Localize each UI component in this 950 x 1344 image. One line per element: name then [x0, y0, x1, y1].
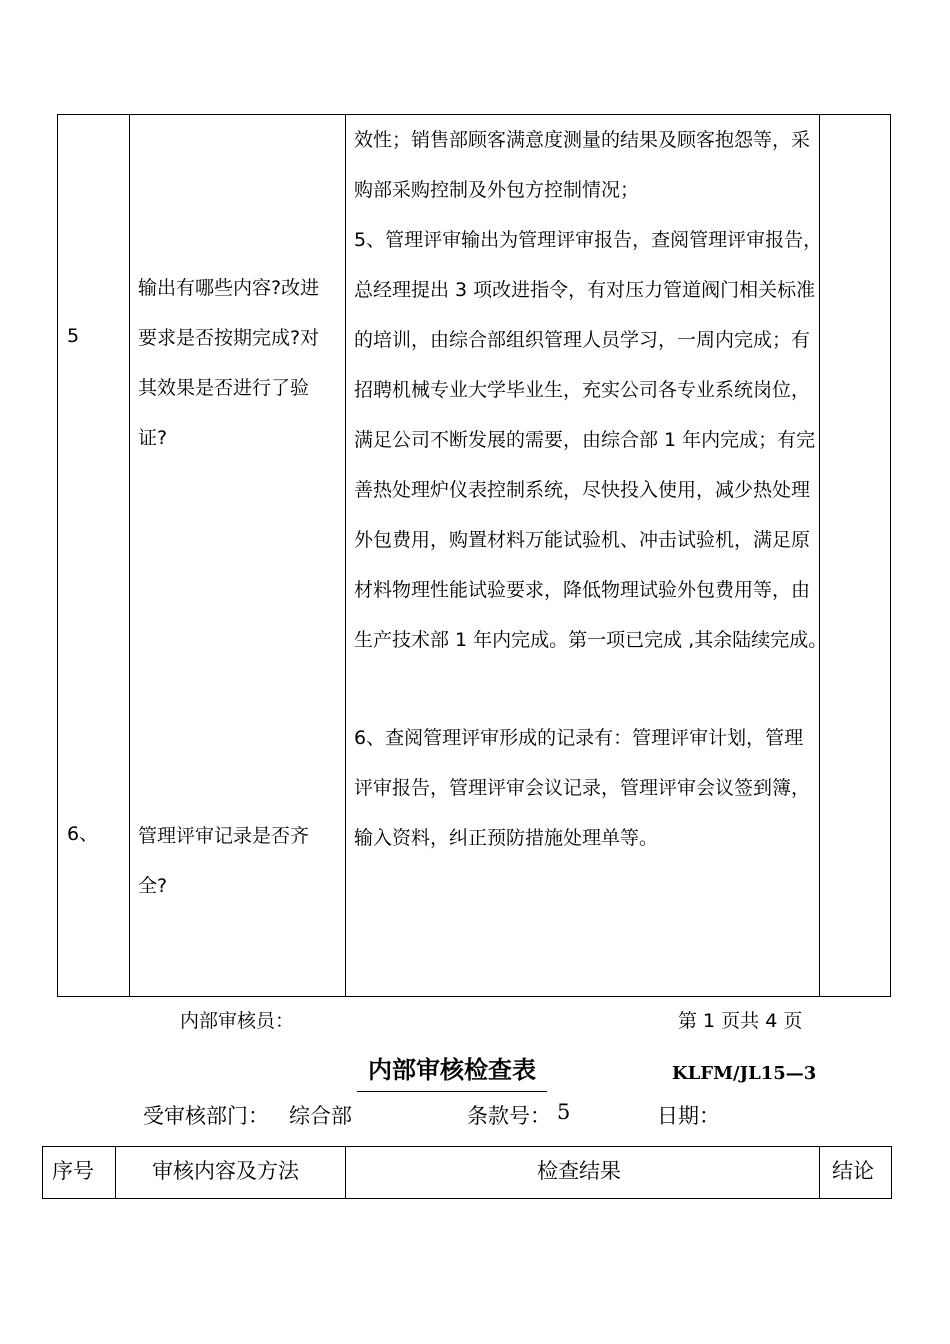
auditor-label: 内部审核员： [180, 1010, 295, 1032]
result-line: 的培训，由综合部组织管理人员学习，一周内完成；有 [354, 329, 811, 351]
question-line: 要求是否按期完成?对 [138, 327, 320, 349]
result-line: 6、查阅管理评审形成的记录有：管理评审计划，管理 [354, 727, 804, 749]
header-check-result: 检查结果 [537, 1159, 621, 1183]
result-line: 外包费用，购置材料万能试验机、冲击试验机，满足原 [354, 529, 811, 551]
question-line: 输出有哪些内容?改进 [138, 277, 320, 299]
result-line: 总经理提出 3 项改进指令，有对压力管道阀门相关标准 [354, 279, 816, 301]
result-line: 评审报告，管理评审会议记录，管理评审会议签到簿， [354, 777, 811, 799]
result-line: 5、管理评审输出为管理评审报告，查阅管理评审报告， [354, 229, 823, 251]
header-number: 序号 [52, 1159, 94, 1183]
form-title: 内部审核检查表 [357, 1050, 547, 1092]
date-label: 日期： [657, 1104, 720, 1128]
question-line: 证? [138, 427, 168, 449]
header-audit-content: 审核内容及方法 [152, 1159, 299, 1183]
column-divider [129, 115, 130, 996]
column-divider [345, 115, 346, 996]
department-label: 受审核部门： [143, 1104, 269, 1128]
result-line: 招聘机械专业大学毕业生，充实公司各专业系统岗位， [354, 379, 811, 401]
form-code: KLFM/JL15—3 [672, 1063, 817, 1084]
result-line: 生产技术部 1 年内完成。第一项已完成 ,其余陆续完成。 [354, 629, 828, 651]
row-number: 5 [67, 325, 80, 347]
audit-table-continued [57, 114, 891, 997]
department-value: 综合部 [289, 1104, 352, 1128]
column-divider [819, 1147, 820, 1198]
column-divider [115, 1147, 116, 1198]
question-line: 管理评审记录是否齐 [138, 825, 310, 847]
clause-label: 条款号： [467, 1104, 551, 1128]
page-info: 第 1 页共 4 页 [678, 1010, 803, 1032]
header-conclusion: 结论 [832, 1159, 874, 1183]
result-line: 购部采购控制及外包方控制情况； [354, 179, 640, 201]
result-line: 善热处理炉仪表控制系统，尽快投入使用，减少热处理 [354, 479, 811, 501]
row-number: 6、 [67, 823, 99, 845]
result-line: 效性；销售部顾客满意度测量的结果及顾客抱怨等，采 [354, 129, 811, 151]
result-line: 输入资料，纠正预防措施处理单等。 [354, 827, 659, 849]
result-line: 满足公司不断发展的需要，由综合部 1 年内完成；有完 [354, 429, 816, 451]
audit-table-header [42, 1146, 892, 1199]
question-line: 全? [138, 875, 168, 897]
column-divider [345, 1147, 346, 1198]
result-line: 材料物理性能试验要求，降低物理试验外包费用等，由 [354, 579, 811, 601]
question-line: 其效果是否进行了验 [138, 377, 310, 399]
clause-value: 5 [557, 1100, 571, 1124]
